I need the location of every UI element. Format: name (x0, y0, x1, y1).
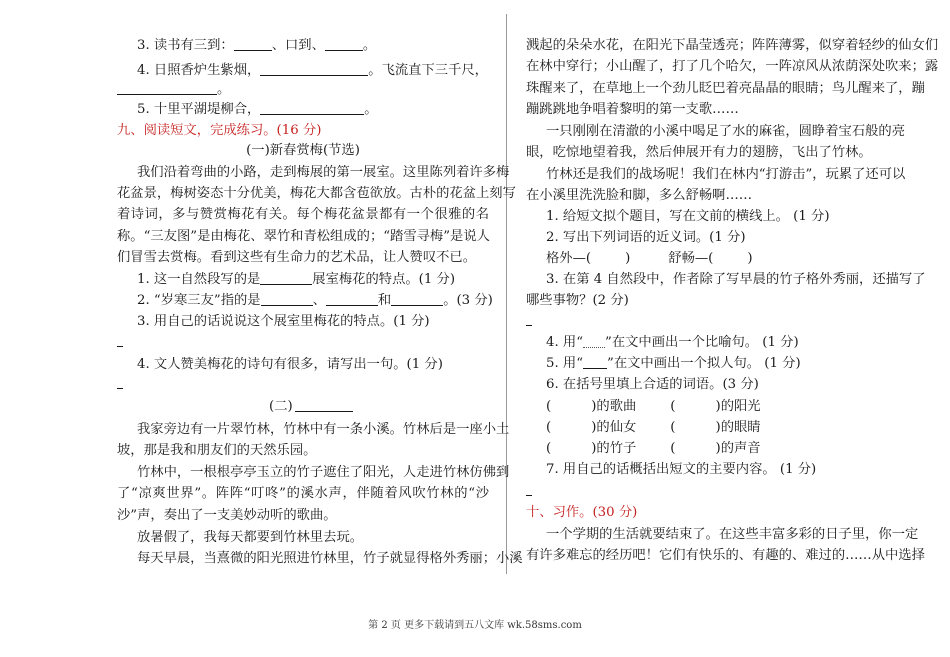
q3-mid-text: 、口到、 (271, 38, 325, 53)
p1-q1-text: 1. 这一自然段写的是 (137, 272, 261, 287)
passage2-line: 放暑假了，我每天都要到竹林里去玩。 (137, 530, 364, 545)
q6-row: ( )的竹子 ( )的声音 (546, 441, 761, 456)
passage2-title-blank[interactable] (295, 397, 353, 412)
passage2-line: 每天早晨，当熹微的阳光照进竹林里，竹子就显得格外秀丽；小溪 (137, 551, 523, 566)
q4-after-text: 。飞流直下三千尺， (368, 63, 488, 78)
section9-heading: 九、阅读短文，完成练习。(16 分) (117, 123, 322, 138)
p1-q4: 4. 文人赞美梅花的诗句有很多，请写出一句。(1 分) (137, 357, 443, 372)
p1-q2-sep2: 和 (377, 293, 392, 308)
p2-q6: 6. 在括号里填上合适的词语。(3 分) (546, 377, 759, 392)
answer-line-mark[interactable] (117, 346, 123, 347)
passage1-line: 称。“三友图”是由梅花、翠竹和青松组成的；“踏雪寻梅”是说人 (117, 229, 490, 244)
passage2-line: 一只刚刚在清澈的小溪中喝足了水的麻雀，圆睁着宝石般的亮 (546, 124, 906, 139)
q5-end: 。 (364, 102, 378, 117)
passage2-line: 沙”声，奏出了一支美妙动听的歌曲。 (117, 508, 337, 523)
passage2-line: 竹林还是我们的战场呢！我们在林内“打游击”，玩累了还可以 (546, 167, 906, 182)
p2-q3-line2: 哪些事物？(2 分) (526, 293, 629, 308)
essay-line: 一个学期的生活就要结束了。在这些丰富多彩的日子里，你一定 (546, 527, 919, 542)
passage2-line: 蹦跳跳地争唱着黎明的第一支歌…… (526, 102, 739, 117)
p1-q1 (137, 270, 455, 290)
q6-word: 的歌曲 (596, 399, 637, 414)
passage2-title (269, 397, 353, 417)
synonym-b-close: ) (747, 251, 753, 266)
passage2-line: 我家旁边有一片翠竹林，竹林中有一条小溪。竹林后是一座小土 (137, 422, 510, 437)
p1-q2 (137, 291, 493, 311)
passage1-title: (一)新春赏梅(节选) (246, 143, 360, 158)
q5-blank[interactable] (260, 100, 364, 115)
q4-fill-in (137, 61, 488, 81)
straight-underline-icon (583, 356, 607, 369)
column-divider (506, 14, 507, 574)
p2-q7: 7. 用自己的话概括出短文的主要内容。 (1 分) (546, 462, 817, 477)
q4-blank-1[interactable] (260, 61, 368, 76)
section10-heading: 十、习作。(30 分) (526, 505, 638, 520)
answer-line-mark[interactable] (117, 388, 123, 389)
q6-word: 的竹子 (596, 441, 637, 456)
p1-q2-blank-2[interactable] (326, 291, 378, 306)
q3-fill-in (137, 36, 376, 56)
passage2-title-text: (二) (269, 399, 293, 414)
p2-q2: 2. 写出下列词语的近义词。(1 分) (546, 230, 746, 245)
passage2-line: 竹林中，一根根亭亭玉立的竹子遮住了阳光，人走进竹林仿佛到 (137, 465, 510, 480)
passage2-line: 珠醒来了，在草地上一个劲儿眨巴着亮晶晶的眼睛；鸟儿醒来了，蹦 (526, 81, 925, 96)
p2-q1: 1. 给短文拟个题目，写在文前的横线上。 (1 分) (546, 209, 830, 224)
q4-blank-2[interactable] (117, 80, 217, 95)
p2-q3-line1: 3. 在第 4 自然段中，作者除了写早晨的竹子格外秀丽，还描写了 (546, 272, 926, 287)
page-footer: 第 2 页 更多下载请到五八文库 wk.58sms.com (368, 620, 582, 631)
q6-word: 的仙女 (596, 420, 637, 435)
q3-end: 。 (362, 38, 377, 53)
synonym-a: 格外—( (546, 251, 592, 266)
passage1-line: 们冒雪去赏梅。看到这些有生命力的艺术品，让人赞叹不已。 (117, 250, 477, 265)
q5-fill-in (137, 100, 378, 120)
passage2-line: 在林中穿行；小山醒了，打了几个哈欠，一阵凉风从浓荫深处吹来；露 (526, 59, 939, 74)
q4-cont-end: 。 (217, 82, 231, 97)
answer-line-mark[interactable] (526, 325, 532, 326)
p2-q4-after: ”在文中画出一个比喻句。 (1 分) (605, 335, 799, 350)
q5-text: 5. 十里平湖堤柳合， (137, 102, 261, 117)
p2-q5-after: ”在文中画出一个拟人句。 (1 分) (607, 356, 801, 371)
p1-q2-blank-1[interactable] (261, 291, 313, 306)
synonym-b: 舒畅—( (668, 251, 714, 266)
q3-blank-1[interactable] (234, 36, 272, 51)
p1-q1-after: 展室梅花的特点。(1 分) (312, 272, 456, 287)
q3-blank-2[interactable] (325, 36, 363, 51)
wavy-underline-icon (583, 335, 605, 348)
p1-q3: 3. 用自己的话说说这个展室里梅花的特点。(1 分) (137, 314, 430, 329)
passage2-line: 在小溪里洗洗脸和脚，多么舒畅啊…… (526, 188, 753, 203)
q6-row: ( )的仙女 ( )的眼睛 (546, 420, 761, 435)
p1-q2-text: 2. “岁寒三友”指的是 (137, 293, 261, 308)
passage1-line: 花盆景，梅树姿态十分优美，梅花大都含苞欲放。古朴的花盆上刻写 (117, 186, 516, 201)
p1-q2-blank-3[interactable] (391, 291, 443, 306)
answer-line-mark[interactable] (526, 495, 532, 496)
essay-line: 有许多难忘的经历吧！它们有快乐的、有趣的、难过的……从中选择 (526, 548, 925, 563)
passage2-line: 溅起的朵朵水花，在阳光下晶莹透亮；阵阵薄雾，似穿着轻纱的仙女们 (526, 38, 939, 53)
p1-q2-sep1: 、 (312, 293, 326, 308)
q6-word: 的阳光 (720, 399, 761, 414)
q4-text: 4. 日照香炉生紫烟， (137, 63, 261, 78)
passage1-line: 我们沿着弯曲的小路，走到梅展的第一展室。这里陈列着许多梅 (137, 165, 510, 180)
p2-q4 (546, 333, 799, 353)
q6-row: ( )的歌曲 ( )的阳光 (546, 399, 761, 414)
passage2-line: 坡，那是我和朋友们的天然乐园。 (117, 443, 317, 458)
p1-q2-after: 。(3 分) (443, 293, 493, 308)
p1-q1-blank[interactable] (260, 270, 312, 285)
passage2-line: 眼，吃惊地望着我，然后伸展开有力的翅膀，飞出了竹林。 (526, 145, 872, 160)
q6-word: 的声音 (720, 441, 761, 456)
q3-text: 3. 读书有三到： (137, 38, 234, 53)
p2-q2-items (546, 249, 753, 269)
synonym-a-close: ) (625, 251, 631, 266)
q4-continuation (117, 80, 230, 100)
p2-q4-text: 4. 用“ (546, 335, 584, 350)
p2-q5-text: 5. 用“ (546, 356, 584, 371)
passage1-line: 着诗词，多与赞赏梅花有关。每个梅花盆景都有一个很雅的名 (117, 207, 489, 222)
passage2-line: 了“凉爽世界”。阵阵“叮咚”的溪水声，伴随着风吹竹林的“沙 (117, 486, 489, 501)
q6-word: 的眼睛 (720, 420, 761, 435)
p2-q5 (546, 354, 801, 374)
